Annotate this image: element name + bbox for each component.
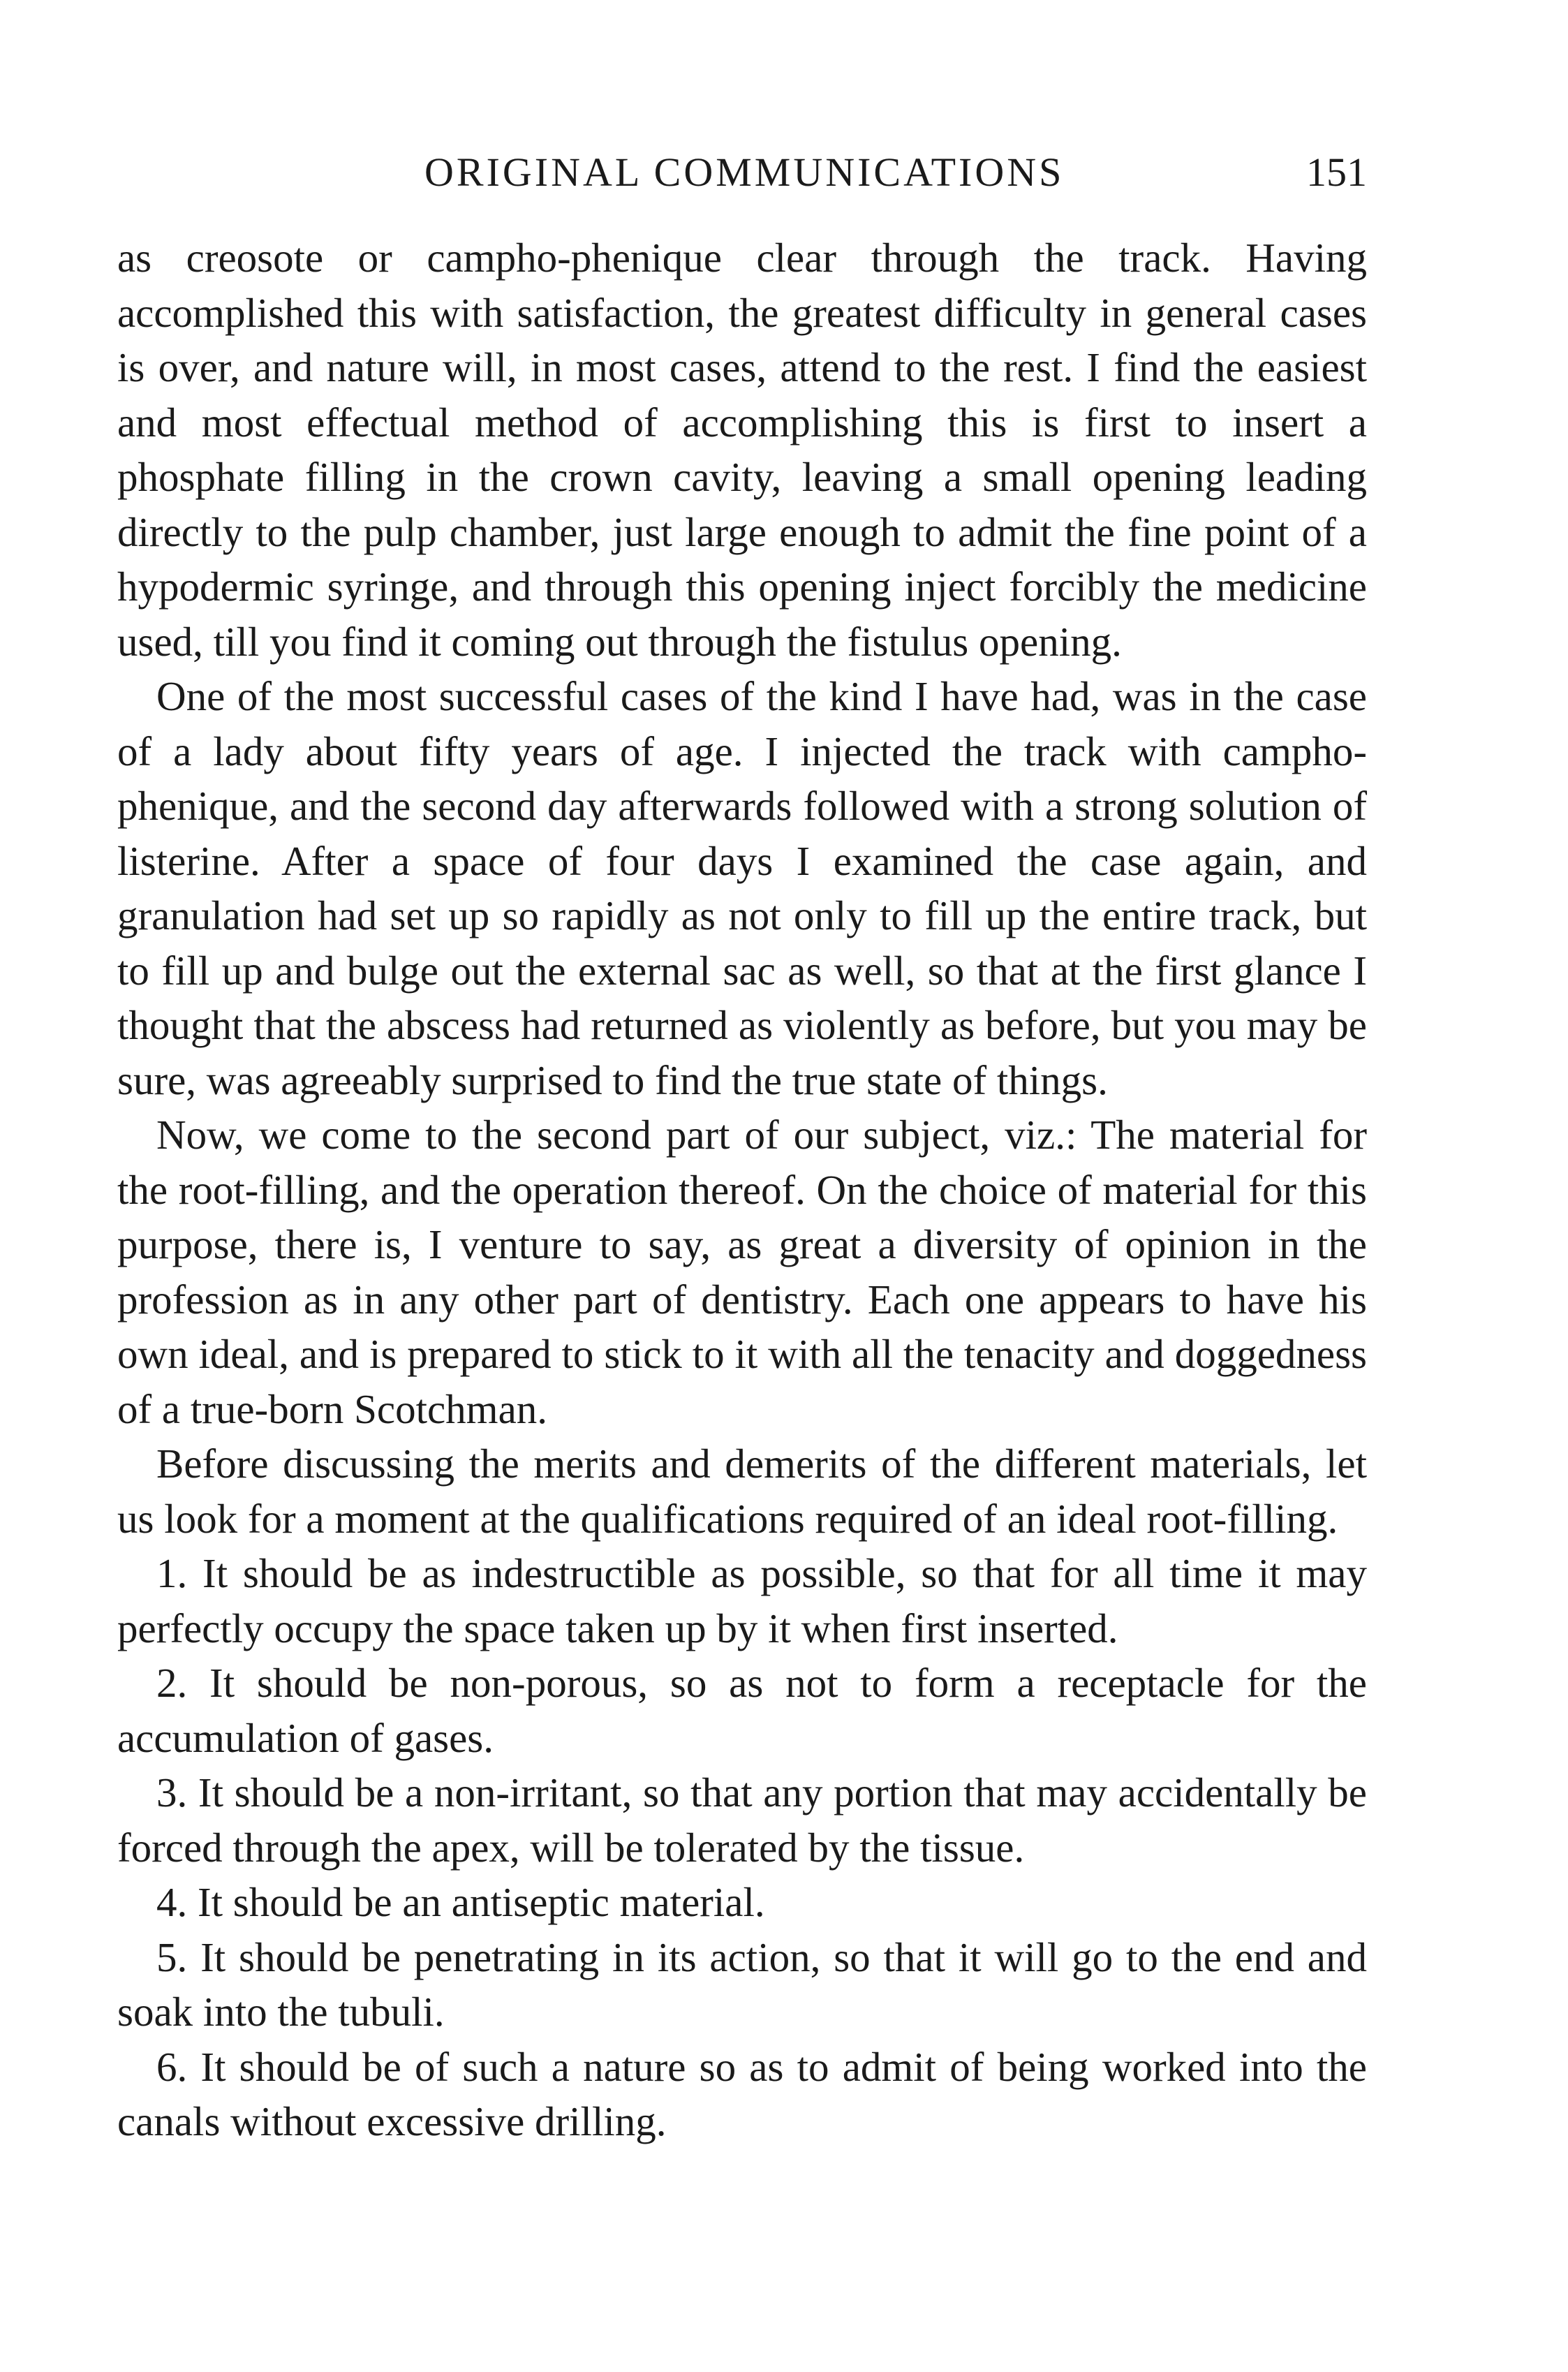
paragraph-continued: as creosote or campho-phenique clear through the track. Having accomplished this with satisfaction, the greatest difficulty in general cases is over, and nature will, in most cases, attend to the rest. I find the easiest and most effectual method of accomplishing this is first to insert a phosphate filling in the crown cavity, leaving a small opening leading directly to the pulp chamber, just large enough to admit the fine point of a hypodermic syringe, and through this opening inject forcibly the medicine used, till you find it coming out through the fistulus opening. [117, 235, 1367, 665]
paragraph-root-filling-material: Now, we come to the second part of our subject, viz.: The material for the root-filling, and the operation thereof. On the choice of material for this purpose, there is, I venture to say, as great a diversity of opinion in the profession as in any other part of dentistry. Each one appears to have his own ideal, and is prepared to stick to it with all the tenacity and doggedness of a true-born Scotchman. [117, 1112, 1367, 1432]
body-text [117, 230, 1367, 2149]
paragraph-case-report: One of the most successful cases of the kind I have had, was in the case of a lady about fifty years of age. I injected the track with campho-phenique, and the second day afterwards followed with a strong solution of listerine. After a space of four days I examined the case again, and granulation had set up so rapidly as not only to fill up the entire track, but to fill up and bulge out the external sac as well, so that at the first glance I thought that the abscess had returned as violently as before, but you may be sure, was agreeably surprised to find the true state of things. [117, 673, 1367, 1103]
paragraph-qualifications-intro: Before discussing the merits and demerits of the different materials, let us look for a moment at the qualifications required of an ideal root-filling. [117, 1441, 1367, 1542]
list-item-6: 6. It should be of such a nature so as to admit of being worked into the canals without excessive drilling. [117, 2043, 1367, 2144]
list-item-3: 3. It should be a non-irritant, so that any portion that may accidentally be forced through the apex, will be tolerated by the tissue. [117, 1769, 1367, 1871]
list-item-2: 2. It should be non-porous, so as not to form a receptacle for the accumulation of gases. [117, 1660, 1367, 1761]
running-head [117, 148, 1367, 197]
list-item-5: 5. It should be penetrating in its action, so that it will go to the end and soak into the tubuli. [117, 1933, 1367, 2035]
page-number: 151 [1306, 149, 1367, 195]
running-title: ORIGINAL COMMUNICATIONS [424, 149, 1065, 195]
list-item-4: 4. It should be an antiseptic material. [156, 1879, 765, 1925]
list-item-1: 1. It should be as indestructible as possible, so that for all time it may perfectly occupy the space taken up by it when first inserted. [117, 1550, 1367, 1651]
